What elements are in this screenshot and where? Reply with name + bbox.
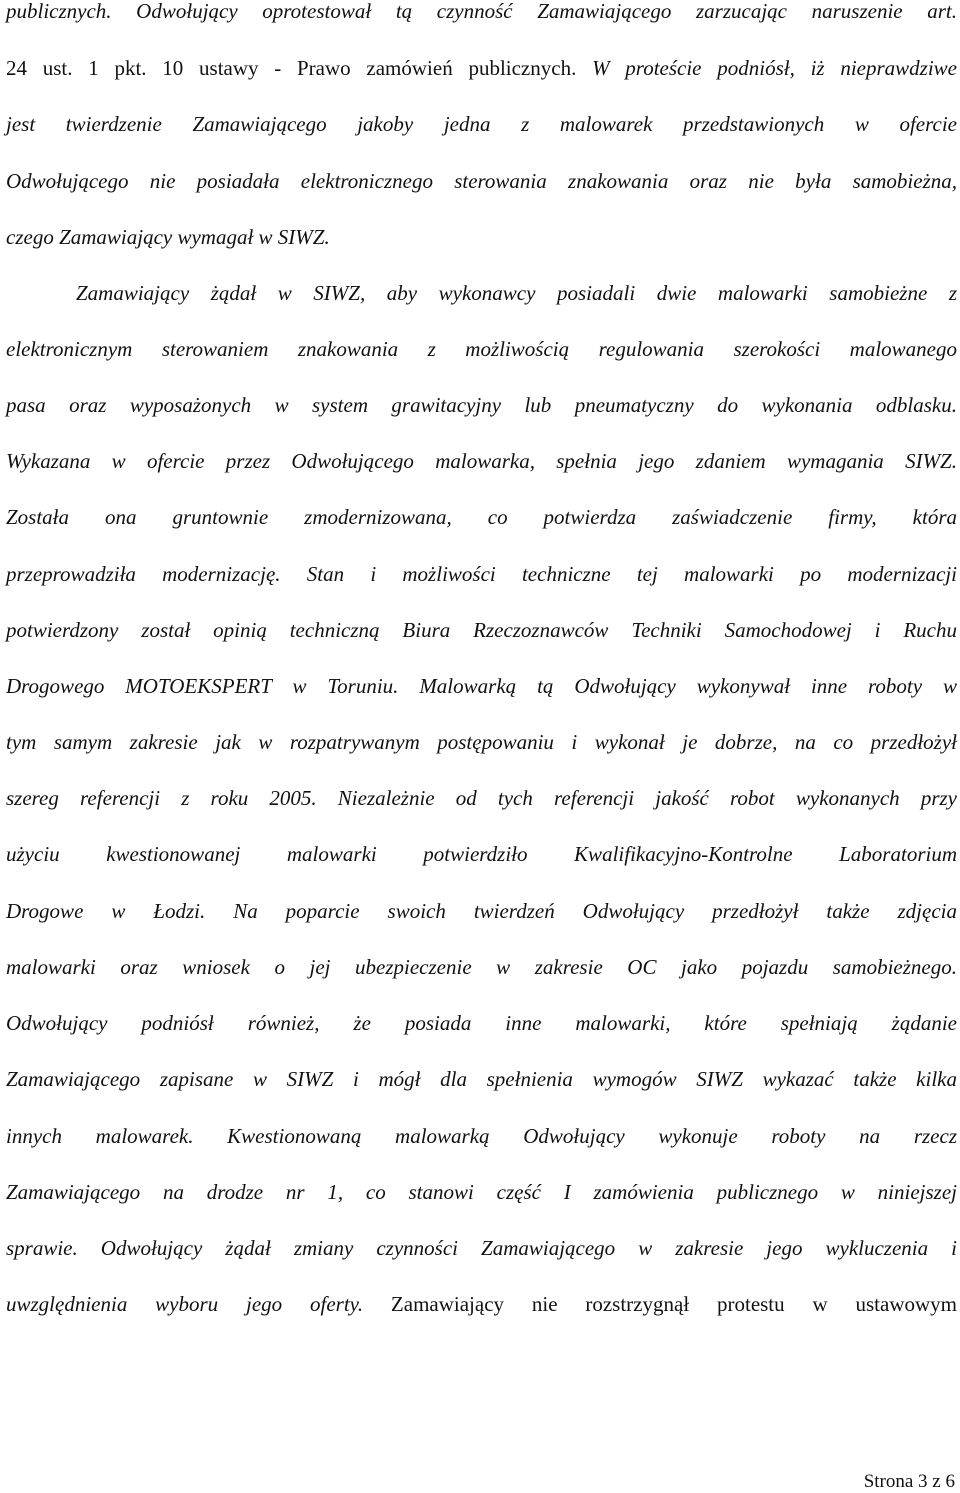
text-segment: Drogowego MOTOEKSPERT w Toruniu. Malowarką tą Odwołujący wykonywał inne roboty w [6, 674, 957, 698]
text-segment: Drogowe w Łodzi. Na poparcie swoich twierdzeń Odwołujący przedłożył także zdjęcia [6, 899, 957, 923]
text-line [6, 334, 957, 364]
text-line [6, 53, 957, 83]
text-line [6, 1064, 957, 1094]
text-segment: malowarki oraz wniosek o jej ubezpieczenie w zakresie OC jako pojazdu samobieżnego. [6, 955, 957, 979]
page-footer [0, 1470, 960, 1493]
text-line [6, 109, 957, 139]
text-segment: Wykazana w ofercie przez Odwołującego malowarka, spełnia jego zdaniem wymagania SIWZ. [6, 449, 957, 473]
text-line [6, 839, 957, 869]
text-line [6, 615, 957, 645]
text-segment: użyciu kwestionowanej malowarki potwierdziło Kwalifikacyjno-Kontrolne Laboratorium [6, 842, 957, 866]
text-segment: 24 ust. 1 pkt. 10 ustawy - Prawo zamówień publicznych. [6, 56, 593, 80]
text-segment: W proteście podniósł, iż nieprawdziwe [592, 56, 957, 80]
text-segment: czego Zamawiający wymagał w SIWZ. [6, 225, 330, 249]
text-line [6, 896, 957, 926]
text-line [6, 1008, 957, 1038]
text-segment: elektronicznym sterowaniem znakowania z możliwością regulowania szerokości malowanego [6, 337, 957, 361]
text-segment: innych malowarek. Kwestionowaną malowarką Odwołujący wykonuje roboty na rzecz [6, 1124, 957, 1148]
text-line [6, 446, 957, 476]
text-line [6, 502, 957, 532]
text-line [6, 783, 957, 813]
text-segment: jest twierdzenie Zamawiającego jakoby jedna z malowarek przedstawionych w ofercie [6, 112, 957, 136]
text-segment: Została ona gruntownie zmodernizowana, co potwierdza zaświadczenie firmy, która [6, 505, 957, 529]
text-segment: Odwołującego nie posiadała elektronicznego sterowania znakowania oraz nie była samobieżna, [6, 169, 957, 193]
text-segment: sprawie. Odwołujący żądał zmiany czynności Zamawiającego w zakresie jego wykluczenia i [6, 1236, 957, 1260]
text-segment: szereg referencji z roku 2005. Niezależnie od tych referencji jakość robot wykonanych przy [6, 786, 957, 810]
text-segment: przeprowadziła modernizację. Stan i możliwości techniczne tej malowarki po modernizacji [6, 562, 957, 586]
text-segment: publicznych. Odwołujący oprotestował tą czynność Zamawiającego zarzucając naruszenie art. [6, 0, 957, 23]
text-line [6, 222, 957, 252]
text-line [6, 671, 957, 701]
text-line [6, 559, 957, 589]
text-segment: uwzględnienia wyboru jego oferty. [6, 1292, 391, 1316]
text-segment: Zamawiający żądał w SIWZ, aby wykonawcy posiadali dwie malowarki samobieżne z [76, 281, 957, 305]
text-line [76, 278, 957, 308]
text-line [6, 0, 957, 26]
text-line [6, 952, 957, 982]
page-number: Strona 3 z 6 [863, 1471, 955, 1492]
text-segment: tym samym zakresie jak w rozpatrywanym postępowaniu i wykonał je dobrze, na co przedłożył [6, 730, 957, 754]
text-segment: Zamawiający nie rozstrzygnął protestu w ustawowym [390, 1292, 957, 1316]
text-line [6, 1289, 957, 1319]
text-line [6, 1233, 957, 1263]
text-line [6, 390, 957, 420]
text-line [6, 166, 957, 196]
text-segment: potwierdzony został opinią techniczną Biura Rzeczoznawców Techniki Samochodowej i Ruchu [6, 618, 957, 642]
text-line [6, 1121, 957, 1151]
text-segment: Zamawiającego na drodze nr 1, co stanowi część I zamówienia publicznego w niniejszej [6, 1180, 957, 1204]
text-line [6, 727, 957, 757]
text-segment: Odwołujący podniósł również, że posiada inne malowarki, które spełniają żądanie [6, 1011, 957, 1035]
text-segment: pasa oraz wyposażonych w system grawitacyjny lub pneumatyczny do wykonania odblasku. [6, 393, 957, 417]
text-line [6, 1177, 957, 1207]
text-segment: Zamawiającego zapisane w SIWZ i mógł dla spełnienia wymogów SIWZ wykazać także kilka [6, 1067, 957, 1091]
